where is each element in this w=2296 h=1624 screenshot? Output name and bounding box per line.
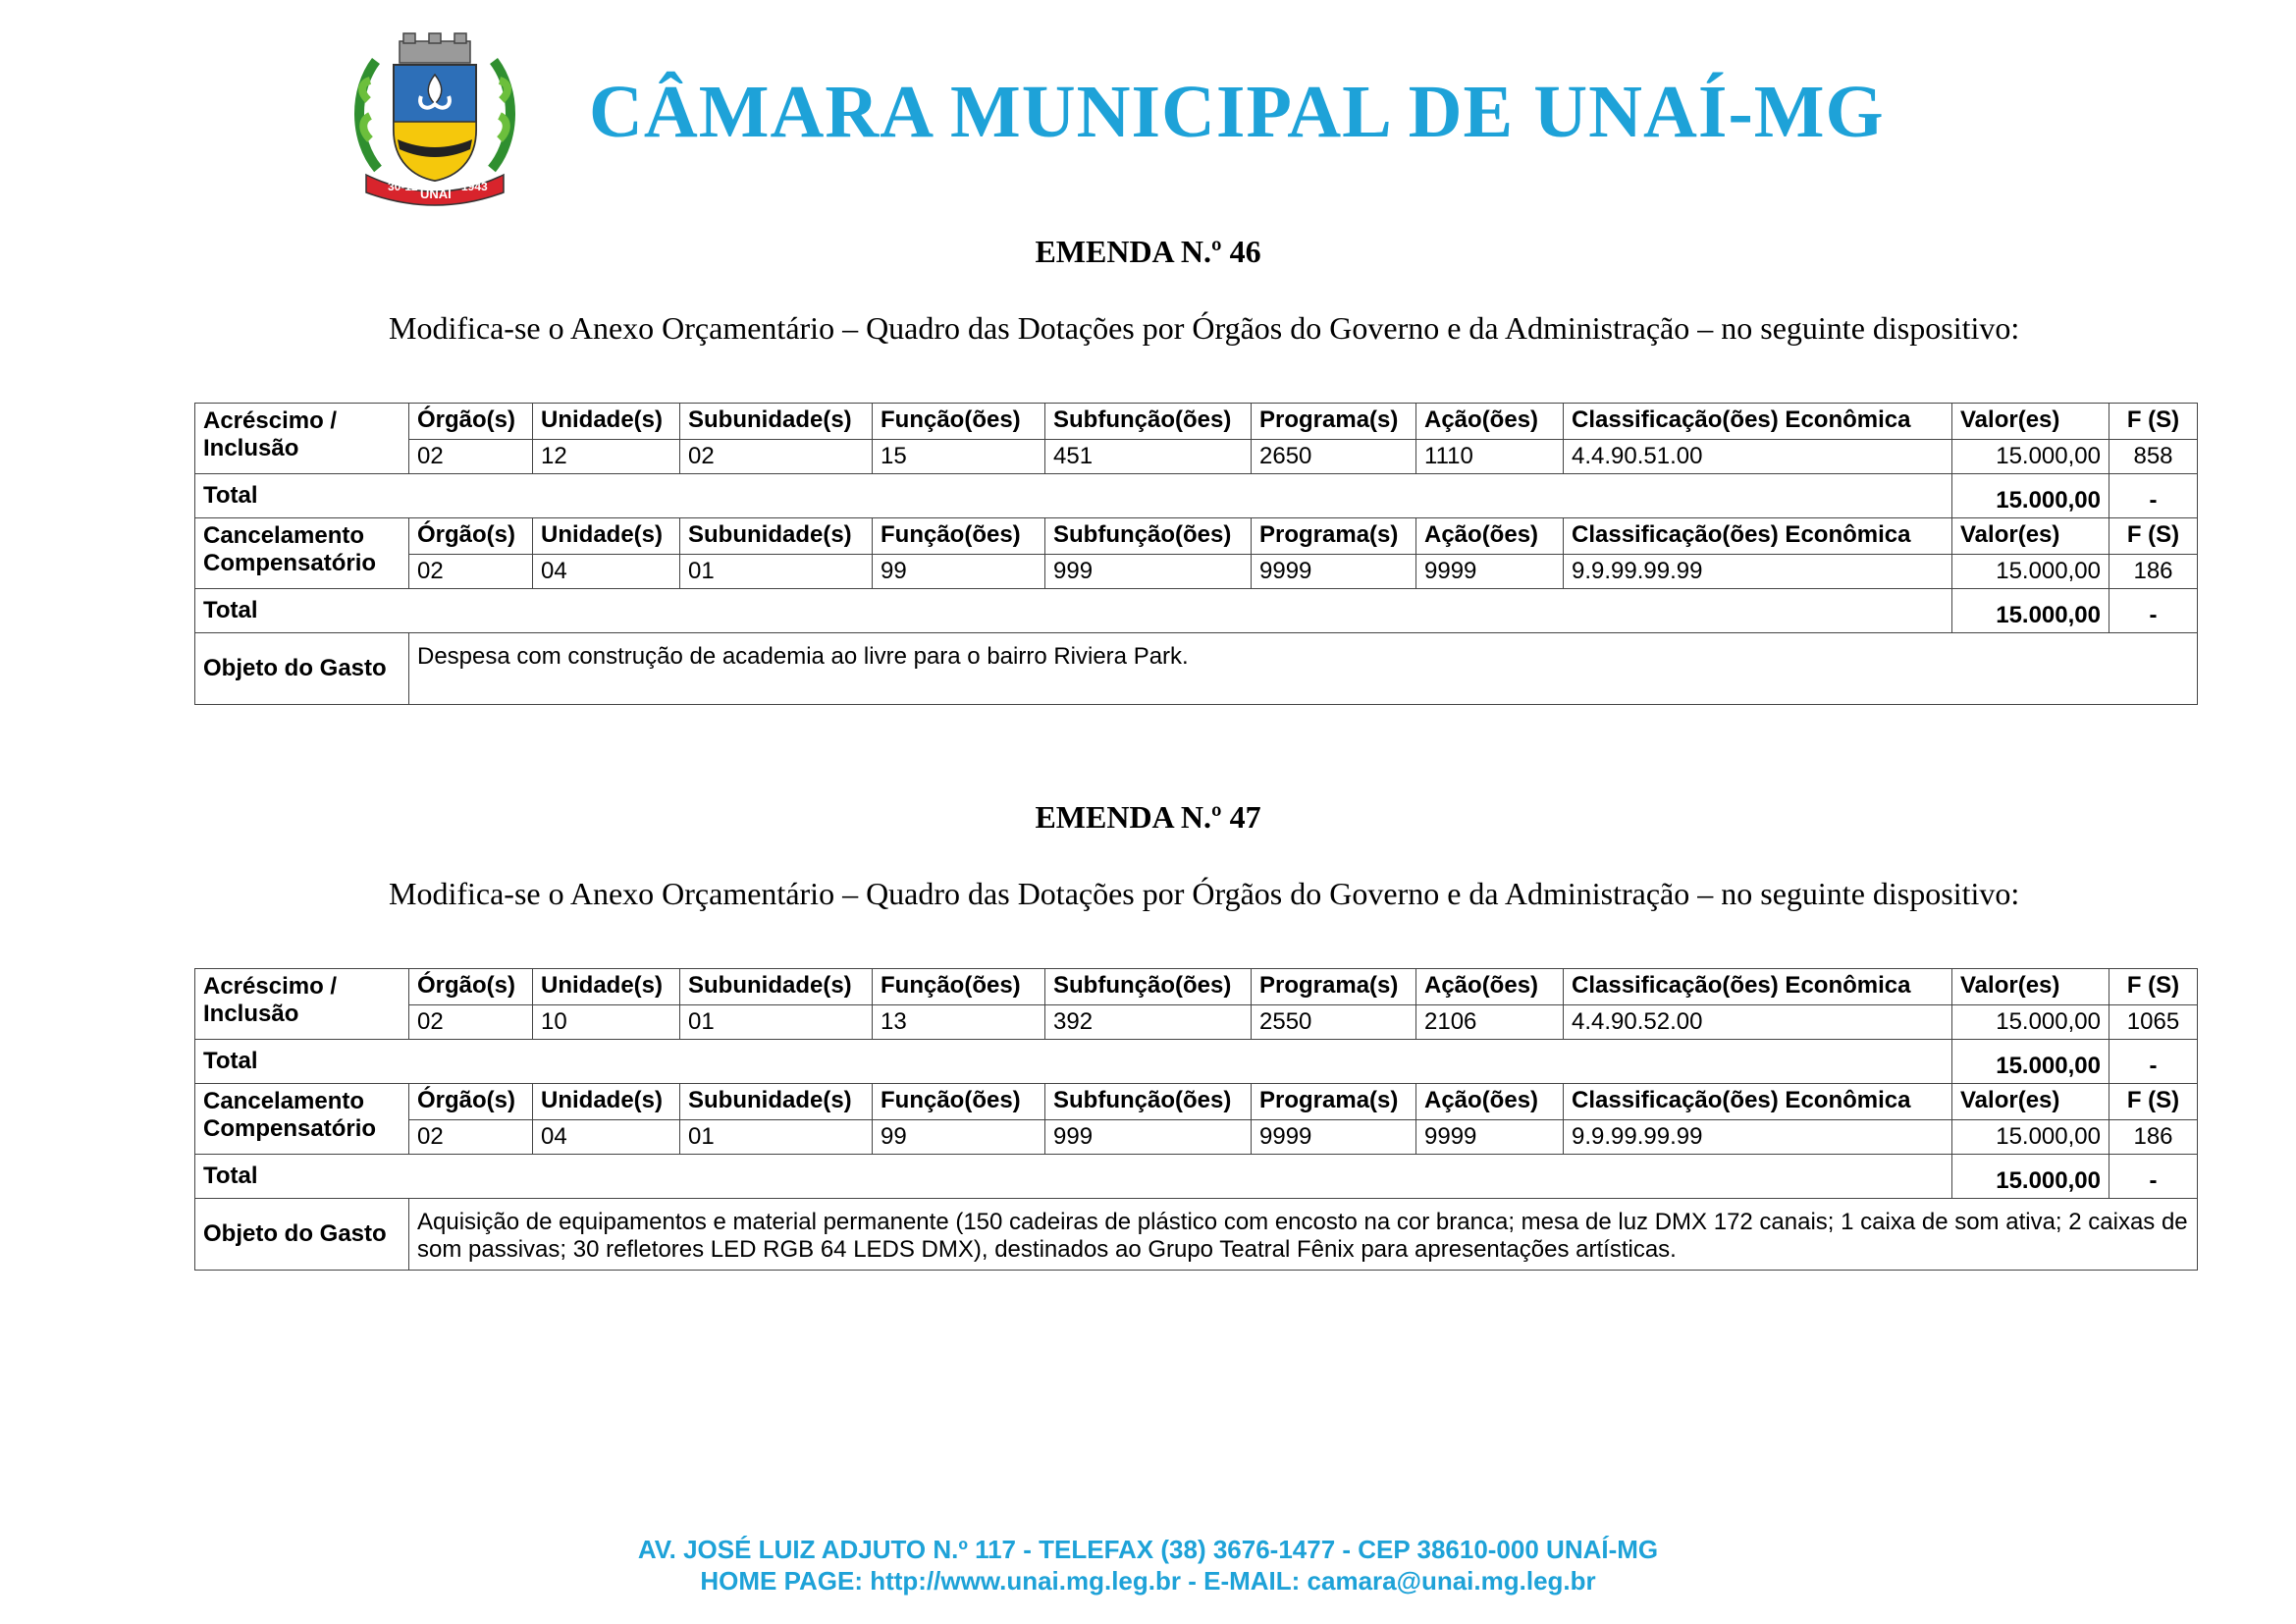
col-acao: Ação(ões)	[1416, 518, 1564, 555]
table-cell: 392	[1045, 1005, 1252, 1040]
total-label: Total	[195, 1155, 1952, 1199]
total-value: 15.000,00	[1952, 1155, 2109, 1199]
seal-ribbon-left: 30-12	[388, 180, 418, 193]
table-cell: 15	[873, 440, 1045, 474]
seal-ribbon-right: 1943	[461, 180, 488, 193]
objeto-label: Objeto do Gasto	[195, 1199, 409, 1271]
table-cell: 99	[873, 1120, 1045, 1155]
col-classificacao: Classificação(ões) Econômica	[1564, 404, 1952, 440]
col-subfuncao: Subfunção(ões)	[1045, 404, 1252, 440]
table-cell: 2650	[1252, 440, 1416, 474]
cancelamento-label: Cancelamento Compensatório	[195, 518, 409, 589]
table-cell: 9999	[1416, 555, 1564, 589]
col-subunidade: Subunidade(s)	[680, 518, 873, 555]
col-classificacao: Classificação(ões) Econômica	[1564, 1084, 1952, 1120]
col-programa: Programa(s)	[1252, 518, 1416, 555]
table-cell: 9.9.99.99.99	[1564, 555, 1952, 589]
col-subunidade: Subunidade(s)	[680, 404, 873, 440]
emenda-46-table	[194, 403, 2198, 705]
objeto-label: Objeto do Gasto	[195, 633, 409, 705]
table-cell: 13	[873, 1005, 1045, 1040]
col-valor: Valor(es)	[1952, 404, 2109, 440]
table-cell: 01	[680, 1120, 873, 1155]
table-cell: 12	[533, 440, 680, 474]
table-cell: 999	[1045, 1120, 1252, 1155]
col-classificacao: Classificação(ões) Econômica	[1564, 969, 1952, 1005]
col-fs: F (S)	[2109, 1084, 2198, 1120]
table-cell: 1110	[1416, 440, 1564, 474]
footer-address: AV. JOSÉ LUIZ ADJUTO N.º 117 - TELEFAX (38) 3676-1477 - CEP 38610-000 UNAÍ-MG	[637, 1535, 1659, 1564]
col-programa: Programa(s)	[1252, 1084, 1416, 1120]
table-cell: 02	[680, 440, 873, 474]
total-fs: -	[2109, 1040, 2198, 1084]
col-unidade: Unidade(s)	[533, 404, 680, 440]
col-funcao: Função(ões)	[873, 1084, 1045, 1120]
total-fs: -	[2109, 1155, 2198, 1199]
table-cell: 2106	[1416, 1005, 1564, 1040]
table-cell: 02	[409, 1005, 533, 1040]
table-cell: 858	[2109, 440, 2198, 474]
table-cell: 02	[409, 555, 533, 589]
col-subunidade: Subunidade(s)	[680, 1084, 873, 1120]
emenda-46-intro: Modifica-se o Anexo Orçamentário – Quadro das Dotações por Órgãos do Governo e da Administração – no seguinte dispositivo:	[389, 310, 2020, 346]
col-funcao: Função(ões)	[873, 969, 1045, 1005]
table-cell: 15.000,00	[1952, 1120, 2109, 1155]
table-cell: 99	[873, 555, 1045, 589]
table-cell: 15.000,00	[1952, 440, 2109, 474]
table-cell: 9999	[1416, 1120, 1564, 1155]
total-label: Total	[195, 474, 1952, 518]
col-unidade: Unidade(s)	[533, 518, 680, 555]
col-programa: Programa(s)	[1252, 969, 1416, 1005]
page-title: CÂMARA MUNICIPAL DE UNAÍ-MG	[589, 71, 1885, 153]
total-value: 15.000,00	[1952, 589, 2109, 633]
table-cell: 01	[680, 555, 873, 589]
table-cell: 15.000,00	[1952, 555, 2109, 589]
acrescimo-label: Acréscimo / Inclusão	[195, 969, 409, 1040]
cancelamento-label: Cancelamento Compensatório	[195, 1084, 409, 1155]
table-cell: 15.000,00	[1952, 1005, 2109, 1040]
total-fs: -	[2109, 474, 2198, 518]
col-subfuncao: Subfunção(ões)	[1045, 518, 1252, 555]
table-cell: 4.4.90.52.00	[1564, 1005, 1952, 1040]
col-fs: F (S)	[2109, 518, 2198, 555]
col-orgao: Órgão(s)	[409, 1084, 533, 1120]
col-valor: Valor(es)	[1952, 969, 2109, 1005]
table-cell: 9999	[1252, 555, 1416, 589]
table-cell: 4.4.90.51.00	[1564, 440, 1952, 474]
table-cell: 186	[2109, 1120, 2198, 1155]
col-valor: Valor(es)	[1952, 518, 2109, 555]
municipal-seal-icon	[348, 31, 521, 206]
objeto-text: Despesa com construção de academia ao livre para o bairro Riviera Park.	[409, 633, 2198, 705]
emenda-47-table	[194, 968, 2198, 1271]
col-funcao: Função(ões)	[873, 404, 1045, 440]
table-cell: 1065	[2109, 1005, 2198, 1040]
table-cell: 02	[409, 1120, 533, 1155]
table-cell: 04	[533, 555, 680, 589]
col-subunidade: Subunidade(s)	[680, 969, 873, 1005]
table-cell: 186	[2109, 555, 2198, 589]
table-cell: 10	[533, 1005, 680, 1040]
col-unidade: Unidade(s)	[533, 1084, 680, 1120]
col-programa: Programa(s)	[1252, 404, 1416, 440]
total-label: Total	[195, 1040, 1952, 1084]
table-cell: 2550	[1252, 1005, 1416, 1040]
emenda-47-title: EMENDA N.º 47	[1035, 799, 1261, 835]
seal-ribbon-center: UNAÍ	[420, 187, 452, 201]
table-cell: 9999	[1252, 1120, 1416, 1155]
col-fs: F (S)	[2109, 404, 2198, 440]
col-fs: F (S)	[2109, 969, 2198, 1005]
col-orgao: Órgão(s)	[409, 404, 533, 440]
objeto-text: Aquisição de equipamentos e material permanente (150 cadeiras de plástico com encosto na cor branca; mesa de luz DMX 172 canais; 1 caixa de som ativa; 2 caixas de som passivas; 30 refletores LED RGB 64 LEDS DMX), destinados ao Grupo Teatral Fênix para apresentações artísticas.	[409, 1199, 2198, 1271]
emenda-46-title: EMENDA N.º 46	[1035, 234, 1261, 269]
table-cell: 9.9.99.99.99	[1564, 1120, 1952, 1155]
table-cell: 04	[533, 1120, 680, 1155]
emenda-47-intro: Modifica-se o Anexo Orçamentário – Quadro das Dotações por Órgãos do Governo e da Administração – no seguinte dispositivo:	[389, 876, 2020, 911]
total-value: 15.000,00	[1952, 1040, 2109, 1084]
total-fs: -	[2109, 589, 2198, 633]
table-cell: 01	[680, 1005, 873, 1040]
table-cell: 999	[1045, 555, 1252, 589]
col-acao: Ação(ões)	[1416, 404, 1564, 440]
col-unidade: Unidade(s)	[533, 969, 680, 1005]
col-valor: Valor(es)	[1952, 1084, 2109, 1120]
col-subfuncao: Subfunção(ões)	[1045, 1084, 1252, 1120]
footer-contact: HOME PAGE: http://www.unai.mg.leg.br - E-MAIL: camara@unai.mg.leg.br	[700, 1566, 1596, 1596]
total-label: Total	[195, 589, 1952, 633]
col-orgao: Órgão(s)	[409, 518, 533, 555]
col-classificacao: Classificação(ões) Econômica	[1564, 518, 1952, 555]
acrescimo-label: Acréscimo / Inclusão	[195, 404, 409, 474]
table-cell: 451	[1045, 440, 1252, 474]
col-acao: Ação(ões)	[1416, 1084, 1564, 1120]
col-acao: Ação(ões)	[1416, 969, 1564, 1005]
total-value: 15.000,00	[1952, 474, 2109, 518]
col-funcao: Função(ões)	[873, 518, 1045, 555]
table-cell: 02	[409, 440, 533, 474]
col-orgao: Órgão(s)	[409, 969, 533, 1005]
col-subfuncao: Subfunção(ões)	[1045, 969, 1252, 1005]
